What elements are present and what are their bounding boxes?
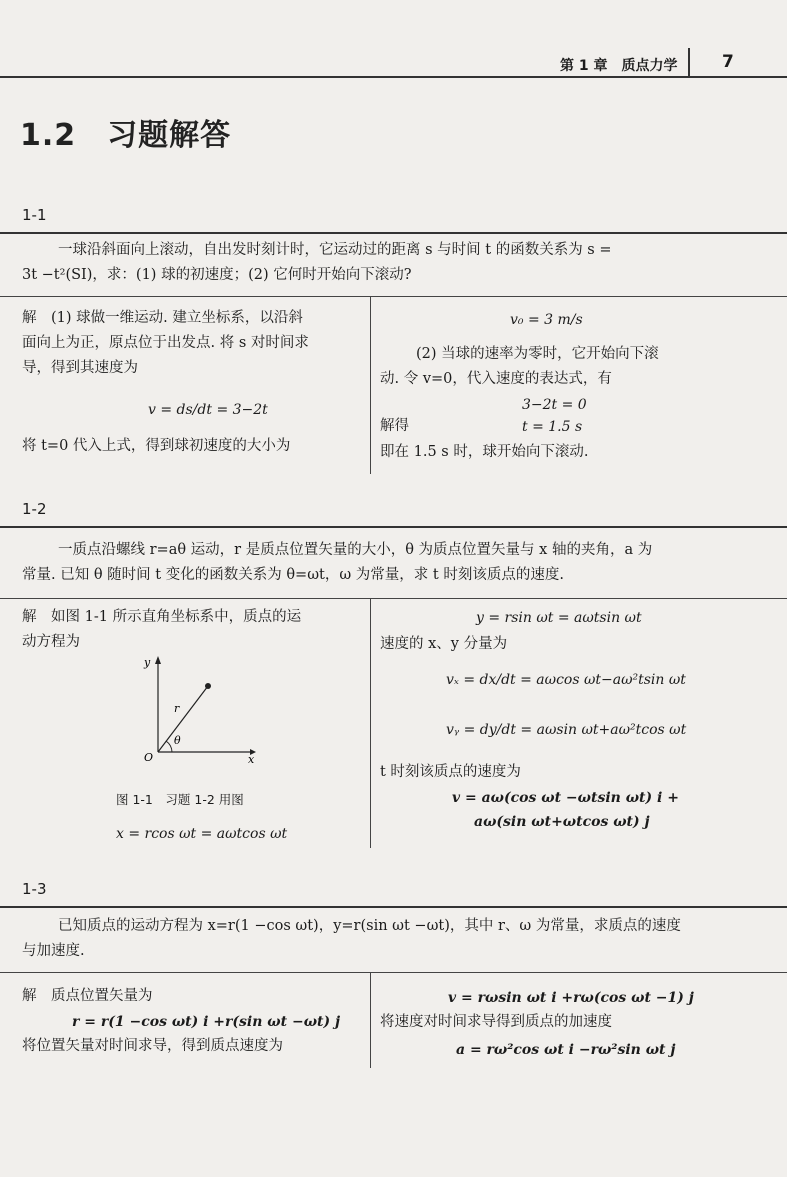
question-text: 一质点沿螺线 r=aθ 运动，r 是质点位置矢量的大小，θ 为质点位置矢量与 x 轴的夹角，a 为 xyxy=(58,542,653,558)
equation: v = ds/dt = 3−2t xyxy=(148,402,268,418)
fig-label-x: x xyxy=(248,753,255,764)
figure-caption: 图 1-1 习题 1-2 用图 xyxy=(116,792,244,807)
angle-arc xyxy=(166,741,172,752)
divider xyxy=(0,526,787,528)
solution-text: 解 (1) 球做一维运动. 建立坐标系，以沿斜 xyxy=(22,310,303,326)
equation: aω(sin ωt+ωtcos ωt) j xyxy=(474,814,650,830)
column-divider xyxy=(370,296,371,474)
equation: vₓ = dx/dt = aωcos ωt−aω²tsin ωt xyxy=(446,672,686,688)
equation: t = 1.5 s xyxy=(522,419,583,435)
solution-text: 即在 1.5 s 时，球开始向下滚动. xyxy=(380,444,589,460)
solution-text: t 时刻该质点的速度为 xyxy=(380,764,521,780)
solution-text: 解 如图 1-1 所示直角坐标系中，质点的运 xyxy=(22,609,302,625)
solution-text: 动方程为 xyxy=(22,634,80,650)
divider xyxy=(0,906,787,908)
equation: v₀ = 3 m/s xyxy=(510,312,583,328)
solution-text: 速度的 x、y 分量为 xyxy=(380,636,508,652)
solution-text: 面向上为正，原点位于出发点. 将 s 对时间求 xyxy=(22,335,309,351)
position-vector xyxy=(158,686,208,752)
fig-label-r: r xyxy=(174,702,180,715)
equation: v = aω(cos ωt −ωtsin ωt) i + xyxy=(452,790,679,806)
divider xyxy=(0,972,787,973)
fig-label-y: y xyxy=(144,656,151,669)
question-text: 常量. 已知 θ 随时间 t 变化的函数关系为 θ=ωt，ω 为常量，求 t 时刻该质点的速度. xyxy=(22,567,564,583)
solution-text: 将位置矢量对时间求导，得到质点速度为 xyxy=(22,1038,283,1054)
problem-number: 1-1 xyxy=(22,206,47,224)
solution-text: 解得 xyxy=(380,418,409,434)
equation: x = rcos ωt = aωtcos ωt xyxy=(116,826,288,842)
solution-text: 动. 令 v=0，代入速度的表达式，有 xyxy=(380,371,612,387)
section-title: 1.2 习题解答 xyxy=(20,118,232,153)
equation: v = rωsin ωt i +rω(cos ωt −1) j xyxy=(448,990,694,1006)
solution-text: 导，得到其速度为 xyxy=(22,360,138,376)
divider xyxy=(0,296,787,297)
question-text: 已知质点的运动方程为 x=r(1 −cos ωt)，y=r(sin ωt −ωt)，其中 r、ω 为常量，求质点的速度 xyxy=(58,918,681,934)
fig-label-theta: θ xyxy=(174,734,181,747)
solution-text: 解 质点位置矢量为 xyxy=(22,988,153,1004)
divider xyxy=(0,598,787,599)
chapter-header: 第 1 章 质点力学 xyxy=(560,58,678,74)
fig-label-origin: O xyxy=(144,751,154,764)
particle-point xyxy=(205,683,211,689)
problem-number: 1-2 xyxy=(22,500,47,518)
equation: r = r(1 −cos ωt) i +r(sin ωt −ωt) j xyxy=(72,1014,341,1030)
problem-number: 1-3 xyxy=(22,880,47,898)
header-separator xyxy=(688,48,690,78)
equation: vᵧ = dy/dt = aωsin ωt+aω²tcos ωt xyxy=(446,722,687,738)
column-divider xyxy=(370,972,371,1068)
question-text: 一球沿斜面向上滚动，自出发时刻计时，它运动过的距离 s 与时间 t 的函数关系为 s = xyxy=(58,242,612,258)
solution-text: 将 t=0 代入上式，得到球初速度的大小为 xyxy=(22,438,291,454)
equation: a = rω²cos ωt i −rω²sin ωt j xyxy=(456,1042,676,1058)
figure-1-1 xyxy=(138,652,258,764)
column-divider xyxy=(370,598,371,848)
y-axis-arrow xyxy=(155,656,161,664)
equation: 3−2t = 0 xyxy=(522,397,587,413)
divider xyxy=(0,232,787,234)
solution-text: 将速度对时间求导得到质点的加速度 xyxy=(380,1014,612,1030)
equation: y = rsin ωt = aωtsin ωt xyxy=(476,610,642,626)
solution-text: (2) 当球的速率为零时，它开始向下滚 xyxy=(416,346,659,362)
question-text: 与加速度. xyxy=(22,943,85,959)
page-number: 7 xyxy=(722,52,734,72)
header-rule xyxy=(0,76,787,78)
question-text: 3t −t²(SI)，求：(1) 球的初速度；(2) 它何时开始向下滚动? xyxy=(22,267,412,283)
